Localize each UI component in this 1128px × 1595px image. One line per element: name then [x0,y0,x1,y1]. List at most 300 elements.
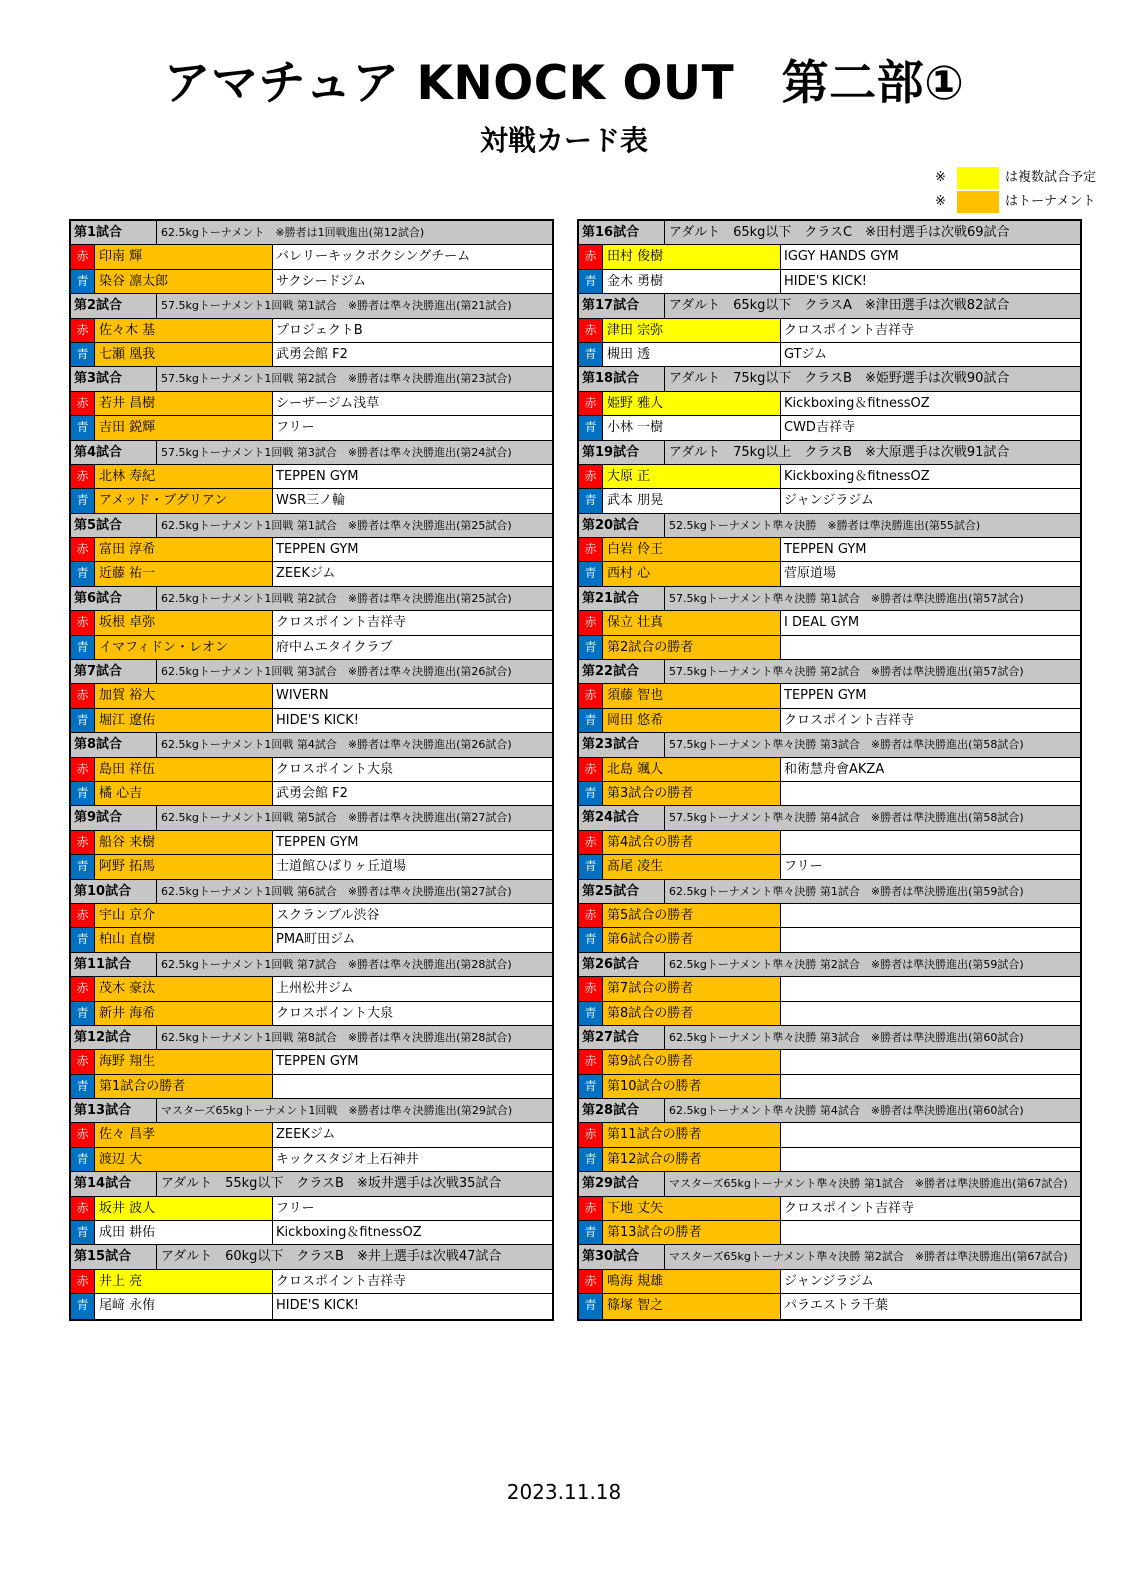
fighter-name: 小林 一樹 [603,416,781,439]
fighter-row-red [71,465,552,489]
blue-corner-badge: 青 [579,636,603,659]
red-corner-badge: 赤 [579,977,603,1000]
fighter-row-red [71,831,552,855]
blue-corner-badge: 青 [71,1075,95,1098]
fighter-row-blue [71,343,552,367]
fighter-name: 第7試合の勝者 [603,977,781,1000]
fighter-name: 坂井 波人 [95,1197,273,1220]
fighter-name: 下地 丈矢 [603,1197,781,1220]
blue-corner-badge: 青 [71,1148,95,1171]
fighter-row-red [579,538,1080,562]
fighter-gym: ジャンジラジム [784,1273,874,1289]
red-corner-badge: 赤 [71,611,95,634]
fighter-gym [781,1002,1080,1025]
fighter-name: 姫野 雅人 [603,392,781,415]
blue-corner-badge: 青 [71,416,95,439]
fighter-gym: フリー [784,859,823,875]
blue-corner-badge: 青 [579,416,603,439]
fighter-row-blue [71,1002,552,1026]
bout-description: アダルト 60kg以下 クラスB ※井上選手は次戦47試合 [161,1249,502,1265]
bout-description: マスターズ65kgトーナメント準々決勝 第1試合 ※勝者は準決勝進出(第67試合) [669,1177,1068,1191]
bout-description: 62.5kgトーナメント準々決勝 第2試合 ※勝者は準決勝進出(第59試合) [669,957,1024,971]
red-corner-badge: 赤 [71,1270,95,1293]
fighter-row-red [579,1050,1080,1074]
fighter-gym [781,1221,1080,1244]
fighter-name: 髙尾 凌生 [603,855,781,878]
fighter-name: 白岩 伶王 [603,538,781,561]
fighter-gym: クロスポイント大泉 [276,1005,394,1021]
fighter-name: 若井 昌樹 [95,392,273,415]
bout-description: 62.5kgトーナメント準々決勝 第4試合 ※勝者は準決勝進出(第60試合) [669,1104,1024,1118]
fighter-name: 篠塚 智之 [603,1294,781,1318]
blue-corner-badge: 青 [579,489,603,512]
bout-header [71,1099,552,1123]
blue-corner-badge: 青 [579,782,603,805]
red-corner-badge: 赤 [71,1050,95,1073]
blue-corner-badge: 青 [71,343,95,366]
fighter-row-blue [579,1148,1080,1172]
bout-description: 62.5kgトーナメント1回戦 第1試合 ※勝者は準々決勝進出(第25試合) [161,518,512,532]
bout-number: 第9試合 [71,806,157,829]
fighter-row-red [71,977,552,1001]
fighter-name: 第4試合の勝者 [603,831,781,854]
fighter-row-red [579,977,1080,1001]
bout-number: 第4試合 [71,441,157,464]
fighter-gym: WIVERN [276,688,329,704]
fighter-name: 佐々 昌孝 [95,1123,273,1146]
fighter-name: 武本 朋晃 [603,489,781,512]
fighter-name: 第13試合の勝者 [603,1221,781,1244]
fighter-name: 第8試合の勝者 [603,1002,781,1025]
bout-header [71,880,552,904]
red-corner-badge: 赤 [71,538,95,561]
bout-description: 62.5kgトーナメント準々決勝 第1試合 ※勝者は準決勝進出(第59試合) [669,884,1024,898]
event-date: 2023.11.18 [506,1480,622,1504]
fighter-name: 鳴海 規雄 [603,1270,781,1293]
bout-description: アダルト 75kg以上 クラスB ※大原選手は次戦91試合 [669,444,1010,460]
fighter-row-blue [71,489,552,513]
fighter-gym: TEPPEN GYM [784,542,867,558]
fighter-gym: 和術慧舟會AKZA [784,761,885,777]
fighter-name: 保立 壮真 [603,611,781,634]
fighter-gym: HIDE'S KICK! [784,273,867,289]
red-corner-badge: 赤 [71,1123,95,1146]
legend-orange-swatch [957,191,999,213]
legend-yellow-swatch [957,167,999,189]
red-corner-badge: 赤 [579,319,603,342]
fighter-name: 富田 淳希 [95,538,273,561]
bout-number: 第20試合 [579,514,665,537]
fighter-row-blue [71,1075,552,1099]
fighter-gym: クロスポイント吉祥寺 [276,1273,407,1289]
bout-header [71,221,552,245]
bout-header [71,514,552,538]
blue-corner-badge: 青 [579,709,603,732]
fighter-name: 近藤 祐一 [95,562,273,585]
fighter-row-blue [71,1221,552,1245]
bout-description: 57.5kgトーナメント準々決勝 第3試合 ※勝者は準決勝進出(第58試合) [669,738,1024,752]
blue-corner-badge: 青 [579,343,603,366]
fighter-name: 第2試合の勝者 [603,636,781,659]
red-corner-badge: 赤 [71,684,95,707]
fighter-name: 第5試合の勝者 [603,904,781,927]
red-corner-badge: 赤 [579,465,603,488]
fighter-name: 阿野 拓馬 [95,855,273,878]
fighter-gym: ZEEKジム [276,1127,336,1143]
bout-number: 第1試合 [71,221,157,244]
bout-description: アダルト 65kg以下 クラスC ※田村選手は次戦69試合 [669,225,1010,240]
fighter-name: 佐々木 基 [95,319,273,342]
red-corner-badge: 赤 [71,465,95,488]
fighter-name: 井上 亮 [95,1270,273,1293]
fighter-row-red [579,611,1080,635]
bout-number: 第26試合 [579,953,665,976]
fighter-name: 第11試合の勝者 [603,1123,781,1146]
fighter-row-red [71,538,552,562]
blue-corner-badge: 青 [71,855,95,878]
bout-number: 第12試合 [71,1026,157,1049]
bout-description: 57.5kgトーナメント準々決勝 第1試合 ※勝者は準決勝進出(第57試合) [669,591,1024,605]
bout-description: 57.5kgトーナメント1回戦 第3試合 ※勝者は準々決勝進出(第24試合) [161,445,512,459]
bout-header [71,367,552,391]
fighter-name: 田村 俊樹 [603,245,781,268]
bout-description: 52.5kgトーナメント準々決勝 ※勝者は準決勝進出(第55試合) [669,518,981,532]
bout-header [579,587,1080,611]
fighter-gym: PMA町田ジム [276,932,356,948]
blue-corner-badge: 青 [71,1221,95,1244]
fighter-row-blue [71,1294,552,1318]
fighter-row-blue [579,416,1080,440]
red-corner-badge: 赤 [579,245,603,268]
red-corner-badge: 赤 [579,1197,603,1220]
fighter-gym: パラエストラ千葉 [784,1298,889,1314]
fighter-gym: WSR三ノ輪 [276,493,346,509]
fighter-name: 須藤 智也 [603,684,781,707]
fighter-name: 茂木 豪汰 [95,977,273,1000]
fighter-name: 海野 翔生 [95,1050,273,1073]
bout-number: 第15試合 [71,1245,157,1268]
bout-header [579,806,1080,830]
bout-description: アダルト 55kg以下 クラスB ※坂井選手は次戦35試合 [161,1176,502,1192]
legend-mark: ※ [935,194,946,209]
bout-description: 62.5kgトーナメント1回戦 第4試合 ※勝者は準々決勝進出(第26試合) [161,738,512,752]
fighter-name: 津田 宗弥 [603,319,781,342]
bout-number: 第10試合 [71,880,157,903]
fighter-name: 島田 祥伍 [95,758,273,781]
bout-header [71,806,552,830]
bout-number: 第8試合 [71,733,157,756]
bout-number: 第30試合 [579,1245,665,1268]
bout-description: 62.5kgトーナメント1回戦 第7試合 ※勝者は準々決勝進出(第28試合) [161,957,512,971]
fighter-row-blue [579,928,1080,952]
bout-header [579,514,1080,538]
fighter-gym: TEPPEN GYM [276,468,359,484]
fighter-gym [781,1075,1080,1098]
bout-description: 62.5kgトーナメント1回戦 第6試合 ※勝者は準々決勝進出(第27試合) [161,884,512,898]
bout-table-left [69,219,554,1321]
fighter-row-red [71,1050,552,1074]
fighter-row-blue [71,416,552,440]
fighter-gym: キックスタジオ上石神井 [276,1151,419,1167]
fighter-name: 宇山 京介 [95,904,273,927]
legend-tournament [935,191,1115,213]
fighter-row-blue [71,562,552,586]
bout-description: マスターズ65kgトーナメント準々決勝 第2試合 ※勝者は準決勝進出(第67試合) [669,1250,1068,1264]
bout-header [71,953,552,977]
bout-header [71,587,552,611]
legend-mark: ※ [935,170,946,185]
bout-number: 第24試合 [579,806,665,829]
fighter-row-blue [71,928,552,952]
fighter-row-red [71,611,552,635]
fighter-name: 印南 輝 [95,245,273,268]
bout-description: 62.5kgトーナメント準々決勝 第3試合 ※勝者は準決勝進出(第60試合) [669,1030,1024,1044]
legend-text: は複数試合予定 [1005,170,1097,185]
fighter-name: 大原 正 [603,465,781,488]
fighter-name: 第10試合の勝者 [603,1075,781,1098]
fighter-name: 吉田 鋭輝 [95,416,273,439]
red-corner-badge: 赤 [579,1050,603,1073]
bout-header [579,367,1080,391]
fighter-row-red [579,1123,1080,1147]
bout-number: 第11試合 [71,953,157,976]
page-title: アマチュア KNOCK OUT 第二部① [163,56,965,111]
fighter-name: 坂根 卓弥 [95,611,273,634]
fighter-row-red [579,831,1080,855]
legend-multi-bout [935,167,1115,189]
fighter-row-red [71,245,552,269]
bout-description: 57.5kgトーナメント1回戦 第2試合 ※勝者は準々決勝進出(第23試合) [161,372,512,386]
fighter-name: 第1試合の勝者 [95,1075,273,1098]
fighter-gym: クロスポイント吉祥寺 [784,712,915,728]
bout-header [579,1245,1080,1269]
fighter-gym [781,1050,1080,1073]
bout-description: 57.5kgトーナメント準々決勝 第2試合 ※勝者は準決勝進出(第57試合) [669,665,1024,679]
red-corner-badge: 赤 [579,538,603,561]
red-corner-badge: 赤 [579,1123,603,1146]
bout-description: 57.5kgトーナメント1回戦 第1試合 ※勝者は準々決勝進出(第21試合) [161,299,512,313]
bout-header [71,660,552,684]
fighter-row-red [71,392,552,416]
fighter-row-blue [71,1148,552,1172]
fighter-gym [781,1123,1080,1146]
fighter-row-red [579,1197,1080,1221]
red-corner-badge: 赤 [71,319,95,342]
blue-corner-badge: 青 [71,928,95,951]
blue-corner-badge: 青 [71,1002,95,1025]
fighter-name: 西村 心 [603,562,781,585]
fighter-gym: シーザージム浅草 [276,395,380,411]
fighter-row-blue [579,1294,1080,1318]
fighter-row-red [579,904,1080,928]
fighter-gym: クロスポイント吉祥寺 [784,1200,915,1216]
bout-number: 第21試合 [579,587,665,610]
bout-number: 第28試合 [579,1099,665,1122]
fighter-gym: スクランブル渋谷 [276,907,380,923]
bout-number: 第27試合 [579,1026,665,1049]
fighter-gym: ジャンジラジム [784,493,874,509]
bout-header [579,733,1080,757]
bout-header [579,660,1080,684]
blue-corner-badge: 青 [579,1221,603,1244]
fighter-gym: Kickboxing＆fitnessOZ [784,468,930,484]
blue-corner-badge: 青 [71,636,95,659]
bout-header [579,1099,1080,1123]
fighter-gym [781,928,1080,951]
bout-header [579,880,1080,904]
fighter-row-red [579,758,1080,782]
fighter-row-blue [579,709,1080,733]
fighter-name: 七瀬 凰我 [95,343,273,366]
bout-number: 第16試合 [579,221,665,244]
fighter-gym: GTジム [784,346,828,362]
fighter-gym: TEPPEN GYM [276,542,359,558]
fighter-gym: HIDE'S KICK! [276,712,359,728]
fighter-row-red [71,758,552,782]
fighter-row-red [71,684,552,708]
fighter-gym: フリー [276,420,315,436]
blue-corner-badge: 青 [579,1075,603,1098]
fighter-gym: プロジェクトB [276,322,363,338]
fighter-name: アメッド・ブグリアン [95,489,273,512]
bout-header [71,441,552,465]
bout-table-right [577,219,1082,1321]
fighter-gym: CWD吉祥寺 [784,420,855,436]
fighter-row-blue [579,562,1080,586]
fighter-gym: 武勇会館 F2 [276,346,348,362]
fighter-row-blue [71,782,552,806]
bout-number: 第19試合 [579,441,665,464]
fighter-gym [781,904,1080,927]
fighter-gym: フリー [276,1200,315,1216]
bout-header [579,294,1080,318]
fighter-row-blue [71,636,552,660]
blue-corner-badge: 青 [579,270,603,293]
red-corner-badge: 赤 [71,392,95,415]
red-corner-badge: 赤 [71,977,95,1000]
blue-corner-badge: 青 [71,782,95,805]
bout-number: 第23試合 [579,733,665,756]
fighter-gym [781,636,1080,659]
fighter-row-blue [579,489,1080,513]
fighter-name: 新井 海希 [95,1002,273,1025]
fighter-name: 第12試合の勝者 [603,1148,781,1171]
red-corner-badge: 赤 [579,904,603,927]
fighter-name: 柏山 直樹 [95,928,273,951]
bout-header [71,1172,552,1196]
bout-description: 62.5kgトーナメント1回戦 第5試合 ※勝者は準々決勝進出(第27試合) [161,811,512,825]
blue-corner-badge: 青 [579,1002,603,1025]
fighter-name: 岡田 悠希 [603,709,781,732]
bout-number: 第7試合 [71,660,157,683]
fighter-gym [781,831,1080,854]
bout-description: 62.5kgトーナメント1回戦 第8試合 ※勝者は準々決勝進出(第28試合) [161,1030,512,1044]
fighter-gym: 士道館ひばりヶ丘道場 [276,859,407,875]
legend-text: はトーナメント [1005,194,1096,209]
fighter-row-blue [579,782,1080,806]
fighter-name: 第9試合の勝者 [603,1050,781,1073]
blue-corner-badge: 青 [579,855,603,878]
fighter-row-red [579,465,1080,489]
fighter-name: 渡辺 大 [95,1148,273,1171]
bout-number: 第22試合 [579,660,665,683]
red-corner-badge: 赤 [579,758,603,781]
fighter-row-red [71,904,552,928]
red-corner-badge: 赤 [579,392,603,415]
blue-corner-badge: 青 [71,709,95,732]
fighter-name: 堀江 遼佑 [95,709,273,732]
fighter-gym: TEPPEN GYM [276,1054,359,1070]
bout-number: 第5試合 [71,514,157,537]
fighter-row-blue [71,270,552,294]
blue-corner-badge: 青 [579,1294,603,1318]
fighter-row-blue [579,270,1080,294]
fighter-name: 第3試合の勝者 [603,782,781,805]
red-corner-badge: 赤 [71,831,95,854]
fighter-row-blue [579,855,1080,879]
fighter-row-blue [579,1075,1080,1099]
fighter-gym [273,1075,552,1098]
fighter-row-blue [579,1002,1080,1026]
fighter-gym: Kickboxing＆fitnessOZ [276,1225,422,1241]
fighter-name: 北島 颯人 [603,758,781,781]
red-corner-badge: 赤 [579,611,603,634]
fighter-row-red [71,1123,552,1147]
fighter-name: 第6試合の勝者 [603,928,781,951]
fighter-gym: サクシードジム [276,273,366,289]
fighter-row-red [579,1270,1080,1294]
bout-number: 第3試合 [71,367,157,390]
red-corner-badge: 赤 [579,831,603,854]
bout-description: アダルト 75kg以下 クラスB ※姫野選手は次戦90試合 [669,371,1010,387]
page-subtitle: 対戦カード表 [479,124,648,157]
fighter-gym: 府中ムエタイクラブ [276,639,393,655]
bout-description: 62.5kgトーナメント1回戦 第2試合 ※勝者は準々決勝進出(第25試合) [161,591,512,605]
fighter-row-red [579,319,1080,343]
fighter-name: 北林 寿紀 [95,465,273,488]
fighter-name: 染谷 凛太郎 [95,270,273,293]
blue-corner-badge: 青 [71,270,95,293]
fighter-name: 尾﨑 永侑 [95,1294,273,1318]
fighter-gym: 菅原道場 [784,566,837,582]
fighter-row-red [579,392,1080,416]
red-corner-badge: 赤 [71,904,95,927]
fighter-gym [781,782,1080,805]
fighter-row-red [71,319,552,343]
blue-corner-badge: 青 [579,928,603,951]
fighter-gym: クロスポイント大泉 [276,761,394,777]
fighter-row-blue [71,855,552,879]
fighter-name: 槻田 透 [603,343,781,366]
fighter-name: 加賀 裕大 [95,684,273,707]
blue-corner-badge: 青 [71,1294,95,1318]
fighter-gym: HIDE'S KICK! [276,1298,359,1314]
fighter-gym: TEPPEN GYM [784,688,867,704]
bout-header [71,294,552,318]
red-corner-badge: 赤 [71,245,95,268]
fighter-gym: 武勇会館 F2 [276,785,348,801]
fighter-name: イマフィドン・レオン [95,636,273,659]
fighter-gym: ZEEKジム [276,566,336,582]
bout-header [579,221,1080,245]
fighter-row-blue [71,709,552,733]
red-corner-badge: 赤 [71,1197,95,1220]
bout-description: 62.5kgトーナメント1回戦 第3試合 ※勝者は準々決勝進出(第26試合) [161,665,512,679]
bout-number: 第29試合 [579,1172,665,1195]
red-corner-badge: 赤 [579,684,603,707]
fighter-gym: I DEAL GYM [784,615,860,631]
blue-corner-badge: 青 [71,489,95,512]
